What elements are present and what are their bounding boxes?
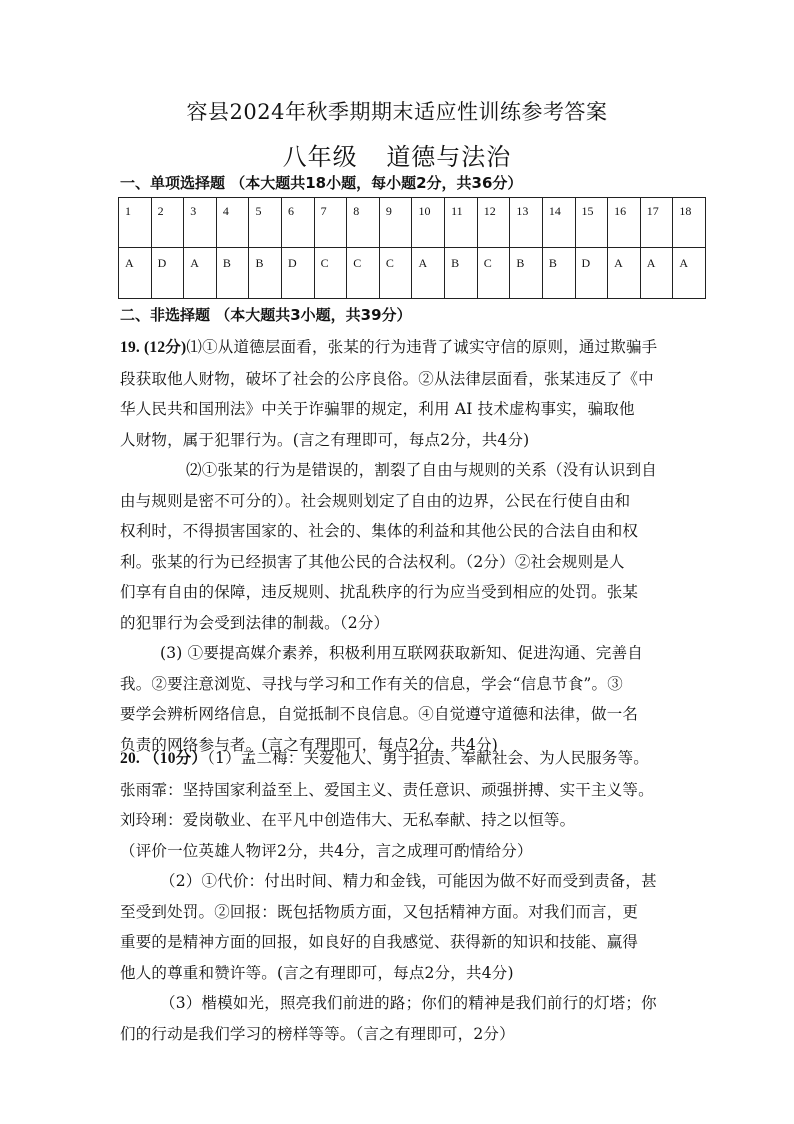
answer-line: 权利时，不得损害国家的、社会的、集体的利益和其他公民的合法自由和权 [120,522,639,540]
question-20-number: 20. （10分） [120,750,208,767]
answer-line: 张雨霏：坚持国家利益至上、爱国主义、责任意识、顽强拼搏、实干主义等。 [120,780,654,799]
answer-line: 段获取他人财物，破坏了社会的公序良俗。②从法律层面看，张某违反了《中 [120,369,654,388]
answer-line: ⑵①张某的行为是错误的，割裂了自由与规则的关系（没有认识到自 [186,461,658,479]
answer-cell: B [510,248,543,299]
question-number-cell: 8 [347,198,380,248]
document-subtitle [0,137,794,172]
answer-line: 由与规则是密不可分的）。社会规则划定了自由的边界，公民在行使自由和 [120,491,631,510]
answer-line: 们的行动是我们学习的榜样等等。（言之有理即可，2分） [120,1024,515,1043]
question-number-row [119,198,706,248]
answer-cell: B [216,248,249,299]
answer-cell: A [640,248,673,299]
answer-table [118,197,706,299]
question-number-cell: 14 [542,198,575,248]
answer-line: 负责的网络参与者。(言之有理即可，每点2分，共4分) [120,735,499,754]
question-number-cell: 13 [510,198,543,248]
answer-line: 20. （10分）（1）孟二梅：关爱他人、勇于担责、奉献社会、为人民服务等。 [120,749,649,767]
answer-cell: C [379,248,412,299]
answer-line: 他人的尊重和赞许等。(言之有理即可，每点2分，共4分) [120,963,514,982]
question-number-cell: 10 [412,198,445,248]
answer-line: （评价一位英雄人物评2分，共4分，言之成理可酌情给分） [120,841,533,860]
answer-cell: D [575,248,608,299]
question-number-cell: 4 [216,198,249,248]
question-number-cell: 2 [151,198,184,248]
question-20-answer [120,743,680,1049]
question-number-cell: 17 [640,198,673,248]
section-1-heading: 一、单项选择题 （本大题共18小题，每小题2分，共36分） [120,174,523,192]
question-number-cell: 15 [575,198,608,248]
answer-cell: C [347,248,380,299]
answer-cell: D [282,248,315,299]
question-number-cell: 9 [379,198,412,248]
answer-line: 华人民共和国刑法》中关于诈骗罪的规定，利用 AI 技术虚构事实，骗取他 [120,400,635,418]
answer-line: 利。张某的行为已经损害了其他公民的合法权利。（2分）②社会规则是人 [120,552,625,571]
section-2-heading: 二、非选择题 （本大题共3小题，共39分） [120,306,412,324]
question-number-cell: 11 [445,198,478,248]
answer-cell: D [151,248,184,299]
answer-line: 我。②要注意浏览、寻找与学习和工作有关的信息，学会“信息节食”。③ [120,674,623,693]
answer-cell: B [249,248,282,299]
answer-cell: A [608,248,641,299]
answer-line: 至受到处罚。②回报：既包括物质方面，又包括精神方面。对我们而言，更 [120,902,639,921]
question-19-number: 19. (12分) [120,339,187,356]
answer-line: 要学会辨析网络信息，自觉抵制不良信息。④自觉遵守道德和法律，做一名 [120,705,639,723]
answer-line: 人财物，属于犯罪行为。(言之有理即可，每点2分，共4分) [120,430,530,449]
answer-cell: C [477,248,510,299]
question-19-answer [120,332,680,760]
question-number-cell: 1 [119,198,152,248]
question-number-cell: 12 [477,198,510,248]
answer-cell: B [542,248,575,299]
answer-line: 重要的是精神方面的回报，如良好的自我感觉、获得新的知识和技能、赢得 [120,933,639,951]
answer-cell: A [184,248,217,299]
answer-line: (3) ①要提高媒介素养，积极利用互联网获取新知、促进沟通、完善自 [160,644,643,662]
answer-line: （3）楷模如光，照亮我们前进的路；你们的精神是我们前行的灯塔；你 [160,994,657,1012]
answer-row [119,248,706,299]
answer-cell: A [412,248,445,299]
answer-cell: C [314,248,347,299]
answer-cell: A [673,248,706,299]
question-number-cell: 5 [249,198,282,248]
answer-cell: A [119,248,152,299]
question-number-cell: 3 [184,198,217,248]
answer-cell: B [445,248,478,299]
question-number-cell: 18 [673,198,706,248]
answer-line: （2）①代价：付出时间、精力和金钱，可能因为做不好而受到责备，甚 [160,872,657,890]
subject-label: 道德与法治 [386,143,512,171]
answer-line: 刘玲琍：爱岗敬业、在平凡中创造伟大、无私奉献、持之以恒等。 [120,811,576,829]
answer-line: 们享有自由的保障，违反规则、扰乱秩序的行为应当受到相应的处罚。张某 [120,583,639,601]
question-number-cell: 7 [314,198,347,248]
question-number-cell: 6 [282,198,315,248]
document-title: 容县2024年秋季期期末适应性训练参考答案 [186,100,608,124]
grade-label: 八年级 [282,143,358,171]
question-number-cell: 16 [608,198,641,248]
answer-line: 的犯罪行为会受到法律的制裁。（2分） [120,613,390,632]
answer-line: 19. (12分)⑴①从道德层面看，张某的行为违背了诚实守信的原则，通过欺骗手 [120,338,658,356]
